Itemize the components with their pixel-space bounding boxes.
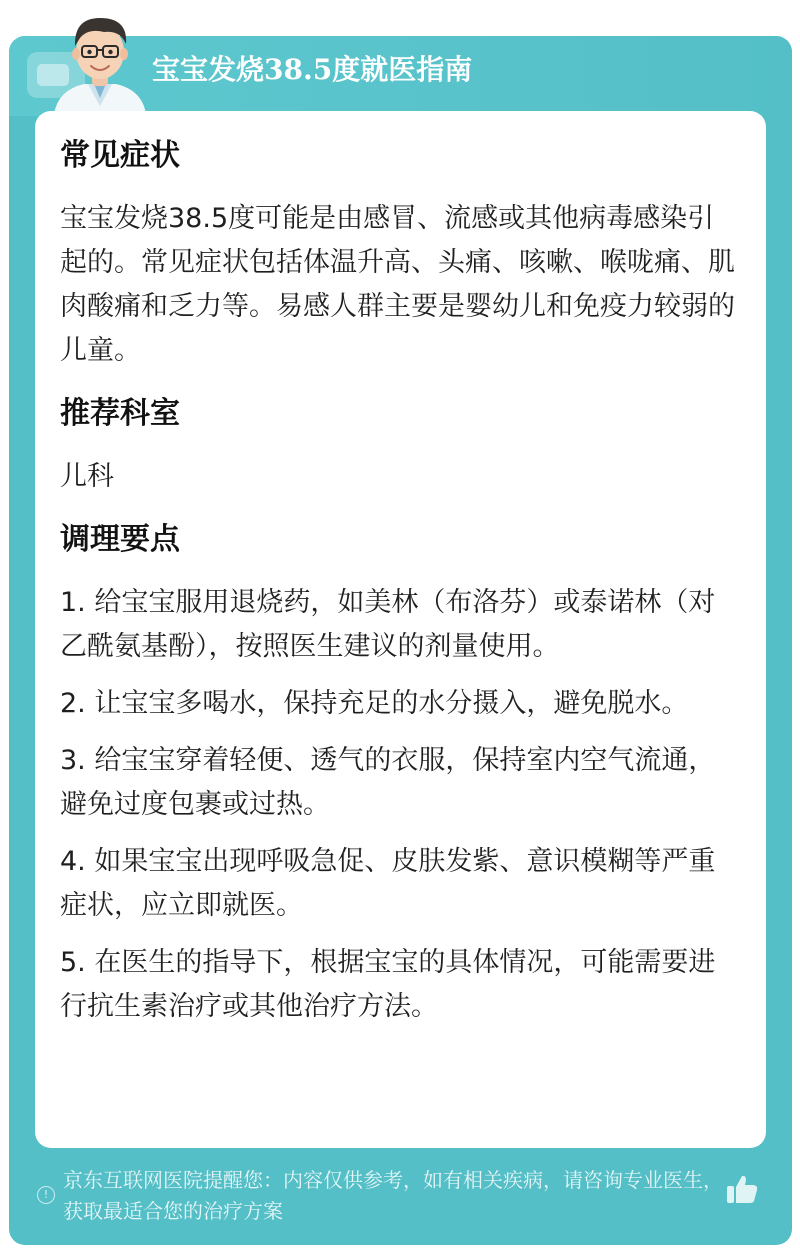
thumbs-up-icon[interactable] [724,1171,760,1207]
section-title-care-tips: 调理要点 [60,522,180,557]
content-panel [35,111,766,1148]
info-icon: ! [37,1186,55,1204]
care-tip-item: 2. 让宝宝多喝水，保持充足的水分摄入，避免脱水。 [60,688,689,719]
section-title-symptoms: 常见症状 [60,138,180,173]
department-text: 儿科 [60,461,114,492]
page-title: 宝宝发烧38.5度就医指南 [152,53,473,86]
care-tip-item: 5. 在医生的指导下，根据宝宝的具体情况，可能需要进行抗生素治疗或其他治疗方法。 [60,947,716,1022]
section-title-department: 推荐科室 [60,396,180,431]
content-body [60,133,735,1042]
care-tip-item: 4. 如果宝宝出现呼吸急促、皮肤发紫、意识模糊等严重症状，应立即就医。 [60,846,716,921]
doctor-avatar [44,8,156,114]
disclaimer-text: 京东互联网医院提醒您：内容仅供参考，如有相关疾病，请咨询专业医生，获取最适合您的治疗方案 [63,1168,723,1223]
care-tip-item: 3. 给宝宝穿着轻便、透气的衣服，保持室内空气流通，避免过度包裹或过热。 [60,745,716,820]
symptoms-text: 宝宝发烧38.5度可能是由感冒、流感或其他病毒感染引起的。常见症状包括体温升高、头痛、咳嗽、喉咙痛、肌肉酸痛和乏力等。易感人群主要是婴幼儿和免疫力较弱的儿童。 [60,203,735,366]
care-tip-item: 1. 给宝宝服用退烧药，如美林（布洛芬）或泰诺林（对乙酰氨基酚），按照医生建议的剂量使用。 [60,587,716,662]
